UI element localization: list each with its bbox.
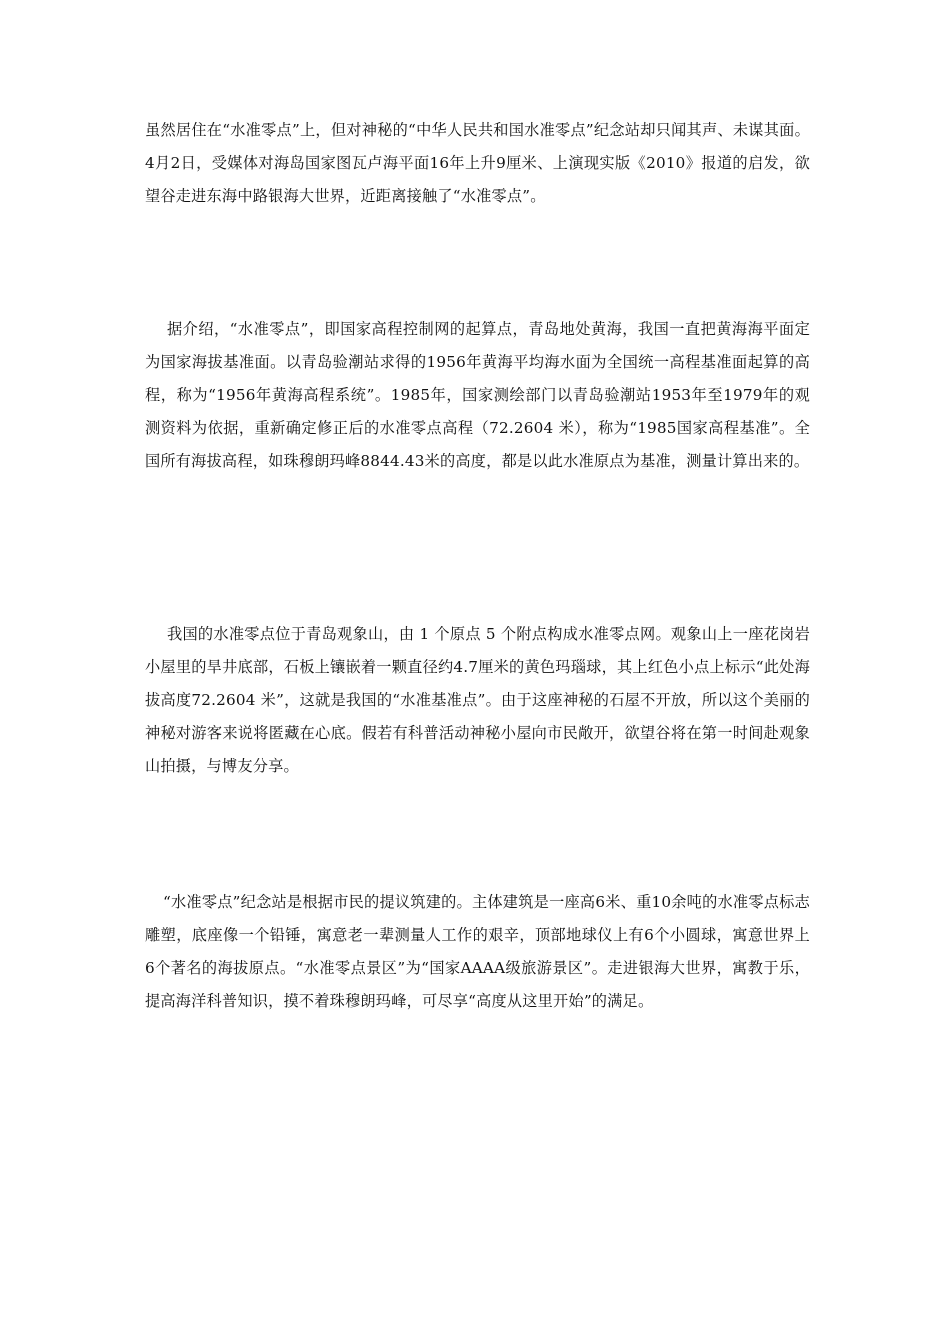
paragraph-2: 据介绍，“水准零点”，即国家高程控制网的起算点，青岛地处黄海，我国一直把黄海海平面定为国家海拔基准面。以青岛验潮站求得的1956年黄海平均海水面为全国统一高程基准面起算的高程，称为“1956年黄海高程系统”。1985年，国家测绘部门以青岛验潮站1953年至1979年的观测资料为依据，重新确定修正后的水准零点高程（72.2604 米），称为“1985国家高程基准”。全国所有海拔高程，如珠穆朗玛峰8844.43米的高度，都是以此水准原点为基准，测量计算出来的。 xyxy=(145,320,810,470)
paragraph-4: “水准零点”纪念站是根据市民的提议筑建的。主体建筑是一座高6米、重10余吨的水准零点标志雕塑，底座像一个铅锤，寓意老一辈测量人工作的艰辛，顶部地球仪上有6个小圆球，寓意世界上6个著名的海拔原点。“水准零点景区”为“国家AAAA级旅游景区”。走进银海大世界，寓教于乐，提高海洋科普知识，摸不着珠穆朗玛峰，可尽享“高度从这里开始”的满足。 xyxy=(145,893,810,1010)
paragraph-1: 虽然居住在“水准零点”上，但对神秘的“中华人民共和国水准零点”纪念站却只闻其声、未谋其面。4月2日，受媒体对海岛国家图瓦卢海平面16年上升9厘米、上演现实版《2010》报道的启发，欲望谷走进东海中路银海大世界，近距离接触了“水准零点”。 xyxy=(145,121,810,205)
paragraph-3: 我国的水准零点位于青岛观象山，由 1 个原点 5 个附点构成水准零点网。观象山上一座花岗岩小屋里的旱井底部，石板上镶嵌着一颗直径约4.7厘米的黄色玛瑙球，其上红色小点上标示“此处海拔高度72.2604 米”，这就是我国的“水准基准点”。由于这座神秘的石屋不开放，所以这个美丽的神秘对游客来说将匿藏在心底。假若有科普活动神秘小屋向市民敞开，欲望谷将在第一时间赴观象山拍摄，与博友分享。 xyxy=(145,625,810,775)
